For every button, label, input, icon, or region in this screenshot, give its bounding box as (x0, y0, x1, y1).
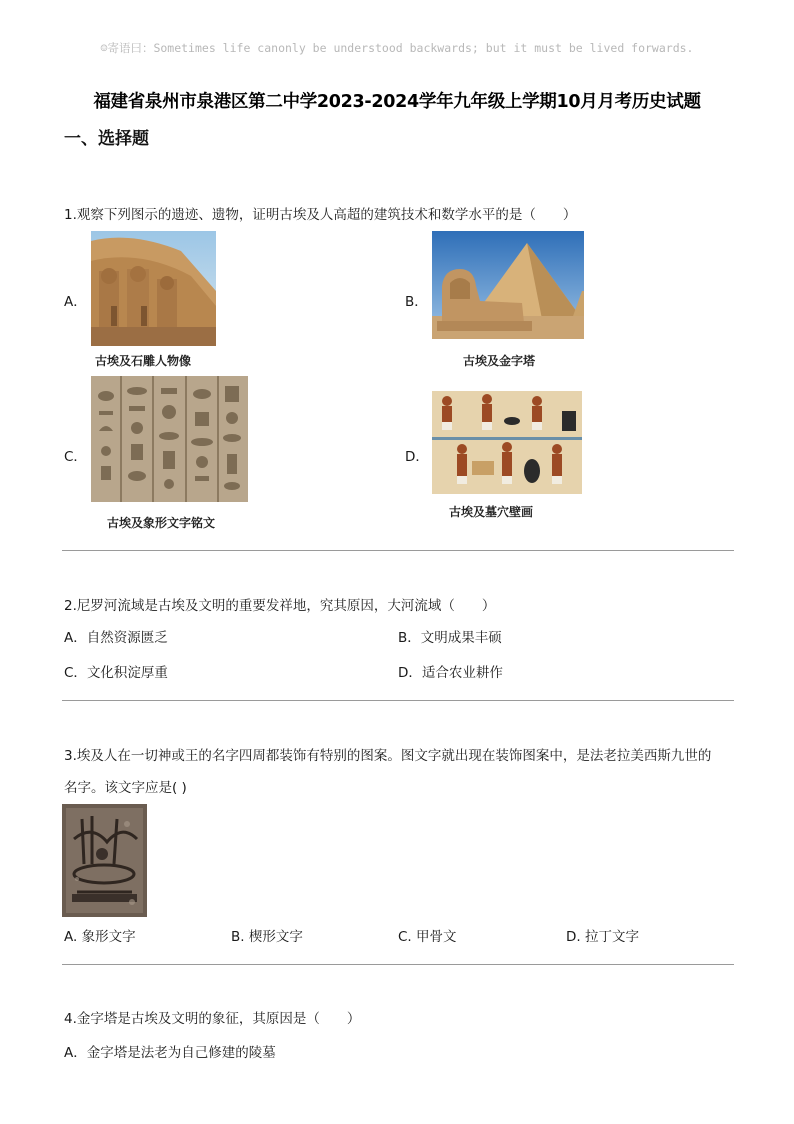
q1-option-d-image (432, 391, 582, 494)
q3-option-c-text: 甲骨文 (416, 929, 457, 945)
q4-option-a-text: 金字塔是法老为自己修建的陵墓 (86, 1045, 276, 1061)
q1-option-a-image (91, 231, 216, 346)
q2-option-a-text: 自然资源匮乏 (86, 630, 168, 646)
q3-option-c (398, 925, 457, 945)
question-1-stem: 1.观察下列图示的遗迹、遗物，证明古埃及人高超的建筑技术和数学水平的是（ ） (64, 207, 577, 223)
q4-option-a-label: A． (64, 1045, 87, 1061)
q3-option-a-label: A. (64, 929, 78, 945)
q2-option-d-text: 适合农业耕作 (421, 665, 503, 681)
q3-option-b-label: B. (231, 929, 245, 945)
q2-option-c (64, 661, 168, 681)
q3-option-b-text: 楔形文字 (248, 929, 303, 945)
q3-option-d (566, 925, 639, 945)
q1-option-d-label: D． (405, 449, 429, 465)
q3-option-a-text: 象形文字 (81, 929, 136, 945)
q2-option-c-text: 文化积淀厚重 (86, 665, 168, 681)
q1-option-a-caption: 古埃及石雕人物像 (95, 354, 192, 368)
q1-option-d-caption: 古埃及墓穴壁画 (449, 505, 534, 519)
question-3-stem-line1: 3.埃及人在一切神或王的名字四周都装饰有特别的图案。图文字就出现在装饰图案中，是法老拉美西斯九世的 (64, 748, 712, 764)
q2-option-a-label: A． (64, 630, 87, 646)
q1-option-b-image (432, 231, 584, 339)
header-note: ☺寄语曰：Sometimes life canonly be understood backwards; but it must be lived forwards. (100, 41, 694, 55)
q1-option-b-label: B． (405, 294, 428, 310)
question-3-stem-line2: 名字。该文字应是( ) (64, 780, 187, 796)
q3-option-c-label: C. (398, 929, 412, 945)
q3-hieroglyph-image (62, 804, 147, 917)
divider (62, 550, 734, 551)
divider (62, 964, 734, 965)
q2-option-b-text: 文明成果丰硕 (420, 630, 502, 646)
section-title: 一、选择题 (64, 129, 149, 149)
q3-option-b (231, 925, 303, 945)
page-title: 福建省泉州市泉港区第二中学2023-2024学年九年级上学期10月月考历史试题 (93, 92, 701, 112)
q1-option-c-image (91, 376, 248, 502)
q1-option-c-label: C． (64, 449, 87, 465)
q3-option-a (64, 925, 136, 945)
q2-option-b-label: B． (398, 630, 421, 646)
divider (62, 700, 734, 701)
q2-option-d-label: D． (398, 665, 422, 681)
q4-option-a (64, 1041, 276, 1061)
q2-option-b (398, 626, 502, 646)
question-2-stem: 2.尼罗河流域是古埃及文明的重要发祥地，究其原因，大河流域（ ） (64, 598, 496, 614)
q2-option-a (64, 626, 168, 646)
q2-option-d (398, 661, 503, 681)
question-4-stem: 4.金字塔是古埃及文明的象征，其原因是（ ） (64, 1011, 361, 1027)
q1-option-c-caption: 古埃及象形文字铭文 (107, 516, 216, 530)
q2-option-c-label: C． (64, 665, 87, 681)
q3-option-d-text: 拉丁文字 (584, 929, 639, 945)
q1-option-b-caption: 古埃及金字塔 (463, 354, 536, 368)
q3-option-d-label: D. (566, 929, 581, 945)
q1-option-a-label: A． (64, 294, 87, 310)
